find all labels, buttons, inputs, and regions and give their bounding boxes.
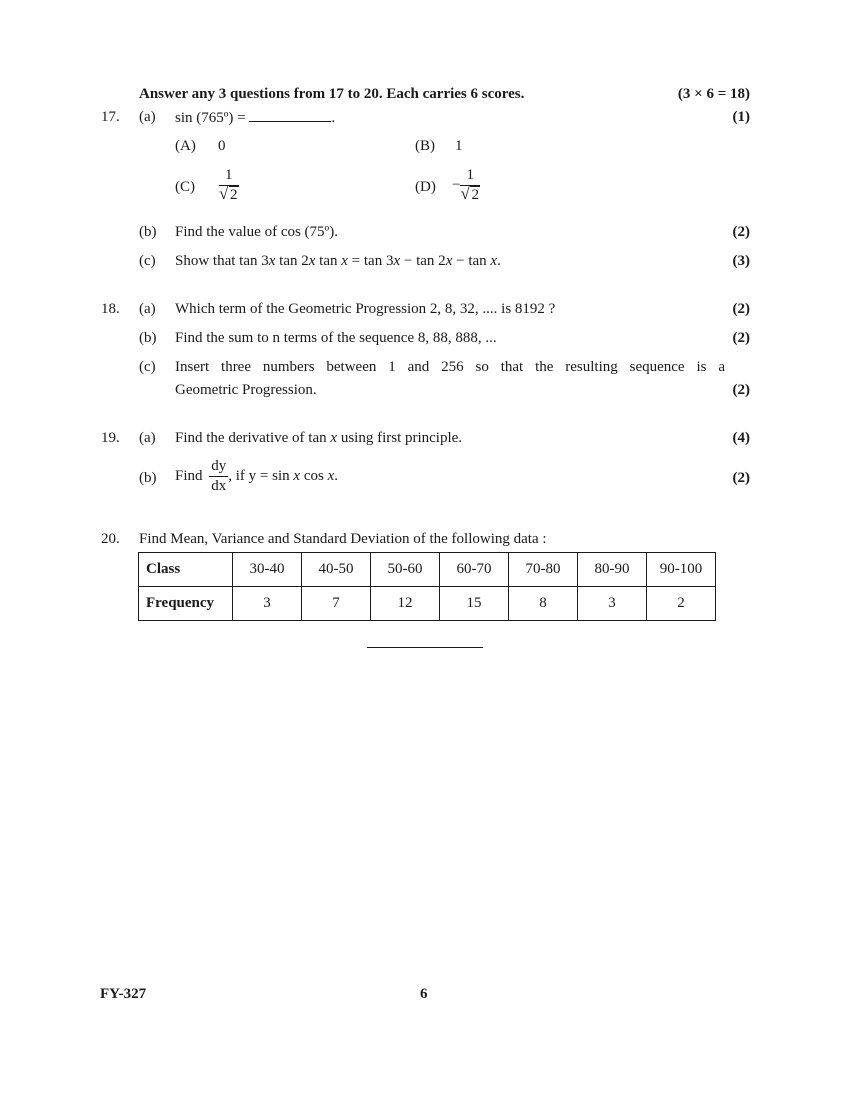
q17b-label: (b) xyxy=(139,224,157,240)
q17a-option-a-value: 0 xyxy=(218,138,226,154)
instruction: Answer any 3 questions from 17 to 20. Each carries 6 scores. xyxy=(139,86,525,102)
instruction-marks: (3 × 6 = 18) xyxy=(677,86,750,102)
q18c-marks: (2) xyxy=(732,382,750,398)
q17a-option-d-value: − 1 √ 2 xyxy=(452,167,479,203)
q19b-marks: (2) xyxy=(732,470,750,486)
table-cell: 30-40 xyxy=(233,553,302,587)
table-cell: 70-80 xyxy=(509,553,578,587)
q17b-text: Find the value of cos (75º). xyxy=(175,224,338,240)
table-cell: 3 xyxy=(578,587,647,621)
page-number: 6 xyxy=(420,986,428,1002)
q18c-text-line1: Insert three numbers between 1 and 256 so that the resulting sequence is a xyxy=(175,359,725,375)
q20-number: 20. xyxy=(101,531,120,547)
table-cell: 12 xyxy=(371,587,440,621)
q18a-label: (a) xyxy=(139,301,156,317)
table-cell: 60-70 xyxy=(440,553,509,587)
q18a-marks: (2) xyxy=(732,301,750,317)
q17a-option-a-label: (A) xyxy=(175,138,196,154)
q19a-marks: (4) xyxy=(732,430,750,446)
q17a-option-c-label: (C) xyxy=(175,179,195,195)
q17a-text: sin (765º) = . xyxy=(175,110,336,126)
q17a-option-c-value: 1 √ 2 xyxy=(219,167,238,203)
table-cell: 80-90 xyxy=(578,553,647,587)
q17a-option-b-label: (B) xyxy=(415,138,435,154)
end-divider xyxy=(367,647,483,648)
q19-number: 19. xyxy=(101,430,120,446)
q19a-text: Find the derivative of tan x using first principle. xyxy=(175,430,463,446)
q17-number: 17. xyxy=(101,109,120,125)
table-cell: 15 xyxy=(440,587,509,621)
q18b-marks: (2) xyxy=(732,330,750,346)
q19b-text: Find $\frac{dy}{dx}$ , if y = sin x cos x. xyxy=(175,458,338,494)
table-cell: 50-60 xyxy=(371,553,440,587)
q17c-label: (c) xyxy=(139,253,156,269)
q18b-label: (b) xyxy=(139,330,157,346)
q18a-text: Which term of the Geometric Progression 2, 8, 32, .... is 8192 ? xyxy=(175,301,556,317)
table-cell: 8 xyxy=(509,587,578,621)
q17a-marks: (1) xyxy=(732,109,750,125)
q17a-option-b-value: 1 xyxy=(455,138,463,154)
q19b-label: (b) xyxy=(139,470,157,486)
table-cell: 90-100 xyxy=(647,553,716,587)
table-row-class xyxy=(139,553,716,587)
answer-blank xyxy=(249,109,331,122)
table-cell: 40-50 xyxy=(302,553,371,587)
q17a-label: (a) xyxy=(139,109,156,125)
q18b-text: Find the sum to n terms of the sequence 8, 88, 888, ... xyxy=(175,330,497,346)
table-cell: 2 xyxy=(647,587,716,621)
q17c-marks: (3) xyxy=(732,253,750,269)
q20-text: Find Mean, Variance and Standard Deviation of the following data : xyxy=(139,531,547,547)
q18c-text-line2: Geometric Progression. xyxy=(175,382,317,398)
q17b-marks: (2) xyxy=(732,224,750,240)
table-header-frequency: Frequency xyxy=(139,587,233,621)
table-cell: 3 xyxy=(233,587,302,621)
q19a-label: (a) xyxy=(139,430,156,446)
footer-code: FY-327 xyxy=(100,986,147,1002)
q18c-label: (c) xyxy=(139,359,156,375)
q18-number: 18. xyxy=(101,301,120,317)
table-header-class: Class xyxy=(139,553,233,587)
table-cell: 7 xyxy=(302,587,371,621)
frequency-table xyxy=(138,552,716,621)
q17c-text: Show that tan 3x tan 2x tan x = tan 3x − tan 2x − tan x. xyxy=(175,253,501,269)
q17a-option-d-label: (D) xyxy=(415,179,436,195)
table-row-frequency xyxy=(139,587,716,621)
